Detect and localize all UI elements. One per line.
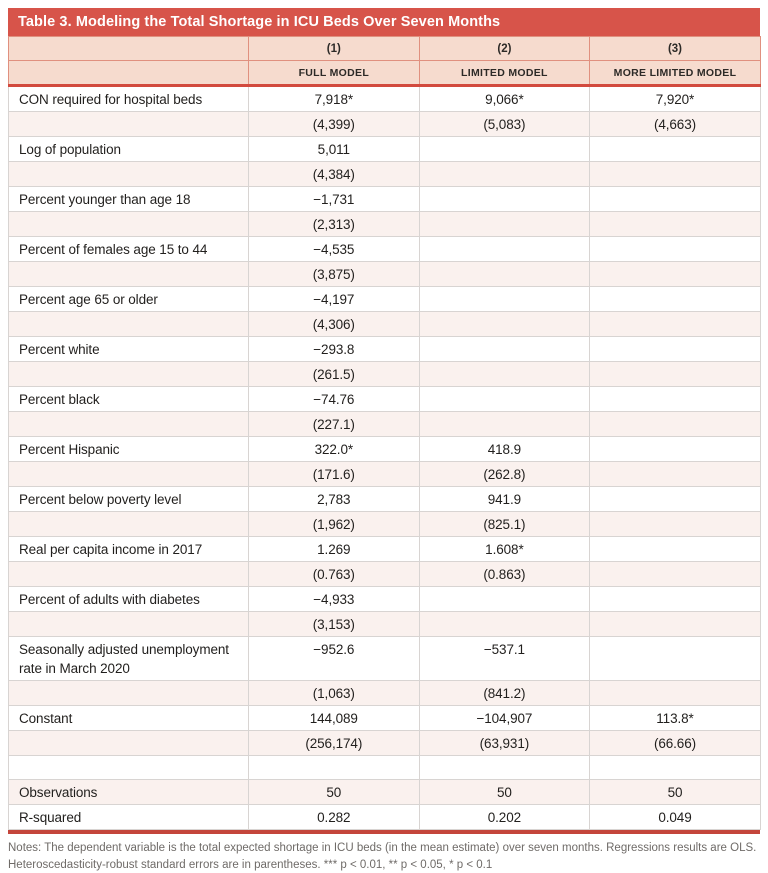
value-cell: 50 (590, 780, 761, 805)
value-cell (419, 337, 590, 362)
value-cell (590, 437, 761, 462)
row-label (9, 681, 249, 706)
row-label: Percent black (9, 387, 249, 412)
row-label (9, 312, 249, 337)
value-cell (590, 587, 761, 612)
value-cell (590, 137, 761, 162)
value-cell: (1,063) (249, 681, 420, 706)
value-cell: 113.8* (590, 706, 761, 731)
row-label (9, 262, 249, 287)
value-cell (590, 681, 761, 706)
row-label (9, 462, 249, 487)
row-label (9, 362, 249, 387)
value-cell (590, 462, 761, 487)
value-cell (590, 162, 761, 187)
value-cell: −4,933 (249, 587, 420, 612)
table-row (9, 137, 761, 162)
value-cell (419, 287, 590, 312)
value-cell (419, 362, 590, 387)
value-cell (590, 312, 761, 337)
table-title: Table 3. Modeling the Total Shortage in ICU Beds Over Seven Months (18, 14, 501, 30)
table-row (9, 731, 761, 756)
table-title-bar (8, 8, 760, 36)
row-label: Percent white (9, 337, 249, 362)
row-label (9, 412, 249, 437)
column-number-1: (1) (249, 37, 420, 61)
value-cell: 418.9 (419, 437, 590, 462)
row-label (9, 756, 249, 780)
row-label: Percent of adults with diabetes (9, 587, 249, 612)
table-row (9, 337, 761, 362)
table-row (9, 756, 761, 780)
value-cell: −104,907 (419, 706, 590, 731)
row-label: Seasonally adjusted unemployment rate in March 2020 (9, 637, 249, 681)
value-cell (590, 562, 761, 587)
header-label-spacer (9, 61, 249, 86)
value-cell (590, 537, 761, 562)
value-cell: 941.9 (419, 487, 590, 512)
table-row (9, 681, 761, 706)
row-label: Percent Hispanic (9, 437, 249, 462)
row-label: Percent younger than age 18 (9, 187, 249, 212)
table-row (9, 805, 761, 830)
value-cell (590, 612, 761, 637)
value-cell: 50 (419, 780, 590, 805)
value-cell (590, 756, 761, 780)
table-row (9, 86, 761, 112)
table-row (9, 262, 761, 287)
table-row (9, 637, 761, 681)
value-cell: (0.763) (249, 562, 420, 587)
value-cell (590, 287, 761, 312)
table-row (9, 237, 761, 262)
value-cell: (825.1) (419, 512, 590, 537)
value-cell (590, 637, 761, 681)
value-cell: −537.1 (419, 637, 590, 681)
value-cell (590, 512, 761, 537)
row-label (9, 512, 249, 537)
value-cell: 0.049 (590, 805, 761, 830)
value-cell: (0.863) (419, 562, 590, 587)
header-row-names (9, 61, 761, 86)
table-body (9, 86, 761, 830)
table-header (9, 37, 761, 86)
value-cell (419, 612, 590, 637)
row-label (9, 112, 249, 137)
row-label (9, 212, 249, 237)
table-row (9, 612, 761, 637)
table-row (9, 162, 761, 187)
regression-table (8, 36, 761, 830)
table-row (9, 312, 761, 337)
value-cell: 7,918* (249, 86, 420, 112)
column-name-limited-model: LIMITED MODEL (419, 61, 590, 86)
value-cell (419, 212, 590, 237)
value-cell (590, 262, 761, 287)
table-row (9, 187, 761, 212)
value-cell (419, 262, 590, 287)
value-cell: 322.0* (249, 437, 420, 462)
value-cell: (3,153) (249, 612, 420, 637)
column-name-more-limited-model: MORE LIMITED MODEL (590, 61, 761, 86)
row-label: Percent age 65 or older (9, 287, 249, 312)
row-label: CON required for hospital beds (9, 86, 249, 112)
value-cell: −4,197 (249, 287, 420, 312)
table-row (9, 487, 761, 512)
row-label: R-squared (9, 805, 249, 830)
value-cell (590, 187, 761, 212)
column-number-3: (3) (590, 37, 761, 61)
value-cell: (4,306) (249, 312, 420, 337)
row-label (9, 562, 249, 587)
row-label: Observations (9, 780, 249, 805)
table-notes: Notes: The dependent variable is the total expected shortage in ICU beds (in the mean estimate) over seven months. Regressions results are OLS. Heteroscedasticity-robust standard errors are in parentheses. *** p < 0.01, ** p < 0.05, * p < 0.1 (8, 842, 757, 871)
value-cell (419, 187, 590, 212)
row-label: Percent of females age 15 to 44 (9, 237, 249, 262)
table-row (9, 537, 761, 562)
value-cell: (261.5) (249, 362, 420, 387)
value-cell (590, 487, 761, 512)
table-row (9, 587, 761, 612)
value-cell: −1,731 (249, 187, 420, 212)
value-cell: 1.608* (419, 537, 590, 562)
value-cell (419, 162, 590, 187)
value-cell (590, 237, 761, 262)
value-cell (590, 337, 761, 362)
table-row (9, 437, 761, 462)
value-cell (419, 387, 590, 412)
value-cell (419, 412, 590, 437)
value-cell: 9,066* (419, 86, 590, 112)
value-cell: (63,931) (419, 731, 590, 756)
value-cell (590, 412, 761, 437)
value-cell: 50 (249, 780, 420, 805)
table-row (9, 706, 761, 731)
value-cell: (66.66) (590, 731, 761, 756)
value-cell: (1,962) (249, 512, 420, 537)
value-cell (419, 756, 590, 780)
table-row (9, 462, 761, 487)
row-label (9, 731, 249, 756)
value-cell: 5,011 (249, 137, 420, 162)
table-row (9, 112, 761, 137)
value-cell: −74.76 (249, 387, 420, 412)
row-label (9, 612, 249, 637)
table-row (9, 562, 761, 587)
value-cell: 0.282 (249, 805, 420, 830)
value-cell: 144,089 (249, 706, 420, 731)
value-cell: −4,535 (249, 237, 420, 262)
value-cell: (4,663) (590, 112, 761, 137)
row-label: Real per capita income in 2017 (9, 537, 249, 562)
value-cell: (227.1) (249, 412, 420, 437)
column-number-2: (2) (419, 37, 590, 61)
value-cell: (841.2) (419, 681, 590, 706)
value-cell: (262.8) (419, 462, 590, 487)
value-cell: (4,399) (249, 112, 420, 137)
value-cell: (4,384) (249, 162, 420, 187)
table-row (9, 780, 761, 805)
value-cell: (171.6) (249, 462, 420, 487)
row-label: Constant (9, 706, 249, 731)
value-cell (590, 362, 761, 387)
value-cell: 0.202 (419, 805, 590, 830)
table-row (9, 512, 761, 537)
row-label: Log of population (9, 137, 249, 162)
value-cell (419, 237, 590, 262)
value-cell: 7,920* (590, 86, 761, 112)
value-cell (419, 312, 590, 337)
value-cell: 2,783 (249, 487, 420, 512)
table-row (9, 212, 761, 237)
value-cell: −293.8 (249, 337, 420, 362)
table-row (9, 287, 761, 312)
table-bottom-rule (8, 830, 760, 834)
value-cell: (3,875) (249, 262, 420, 287)
table-row (9, 412, 761, 437)
value-cell: (5,083) (419, 112, 590, 137)
value-cell (249, 756, 420, 780)
value-cell (590, 212, 761, 237)
row-label: Percent below poverty level (9, 487, 249, 512)
value-cell: (2,313) (249, 212, 420, 237)
value-cell (590, 387, 761, 412)
value-cell (419, 137, 590, 162)
column-name-full-model: FULL MODEL (249, 61, 420, 86)
header-label-spacer (9, 37, 249, 61)
table-row (9, 362, 761, 387)
table-row (9, 387, 761, 412)
row-label (9, 162, 249, 187)
value-cell: (256,174) (249, 731, 420, 756)
value-cell (419, 587, 590, 612)
header-row-numbers (9, 37, 761, 61)
value-cell: 1.269 (249, 537, 420, 562)
value-cell: −952.6 (249, 637, 420, 681)
